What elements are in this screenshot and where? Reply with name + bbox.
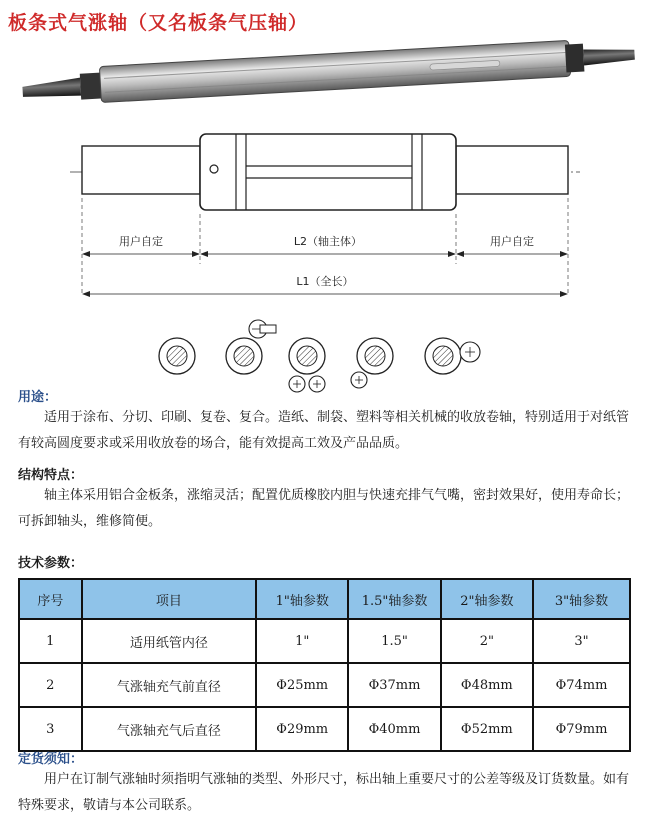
col-header: 1"轴参数 xyxy=(256,579,348,619)
product-photo xyxy=(0,36,651,106)
table-cell: Φ79mm xyxy=(533,707,630,751)
technical-drawing xyxy=(0,112,651,402)
table-cell: Φ40mm xyxy=(348,707,440,751)
order-text: 用户在订制气涨轴时须指明气涨轴的类型、外形尺寸，标出轴上重要尺寸的公差等级及订货数量。如有特殊要求，敬请与本公司联系。 xyxy=(18,772,630,813)
col-header: 2"轴参数 xyxy=(441,579,533,619)
table-cell: Φ25mm xyxy=(256,663,348,707)
col-header: 1.5"轴参数 xyxy=(348,579,440,619)
table-cell: 气涨轴充气后直径 xyxy=(82,707,256,751)
cross-section-5 xyxy=(425,338,480,374)
page-title: 板条式气涨轴（又名板条气压轴） xyxy=(8,12,309,34)
table-cell: 1.5" xyxy=(348,619,440,663)
table-cell: 3" xyxy=(533,619,630,663)
features-paragraph xyxy=(18,483,636,535)
table-row xyxy=(19,663,630,707)
cross-section-4 xyxy=(351,338,393,388)
dim-right-label: 用户自定 xyxy=(490,235,534,248)
table-cell: Φ74mm xyxy=(533,663,630,707)
table-cell: 气涨轴充气前直径 xyxy=(82,663,256,707)
usage-text: 适用于涂布、分切、印刷、复卷、复合。造纸、制袋、塑料等相关机械的收放卷轴，特别适用于对纸管有较高圆度要求或采用收放卷的场合，能有效提高工效及产品品质。 xyxy=(18,410,630,451)
cross-section-1 xyxy=(159,338,195,374)
dim-total-label: L1（全长） xyxy=(296,275,354,288)
table-cell: Φ37mm xyxy=(348,663,440,707)
table-cell: Φ52mm xyxy=(441,707,533,751)
usage-paragraph xyxy=(18,405,636,457)
table-cell: 适用纸管内径 xyxy=(82,619,256,663)
col-header: 3"轴参数 xyxy=(533,579,630,619)
dim-middle-label: L2（轴主体） xyxy=(293,235,363,248)
spec-table xyxy=(18,578,631,752)
table-cell: Φ29mm xyxy=(256,707,348,751)
col-header: 项目 xyxy=(82,579,256,619)
table-row xyxy=(19,619,630,663)
table-cell: 1 xyxy=(19,619,82,663)
table-cell: 2 xyxy=(19,663,82,707)
col-header: 序号 xyxy=(19,579,82,619)
cross-section-3 xyxy=(289,338,325,392)
table-cell: 3 xyxy=(19,707,82,751)
features-text: 轴主体采用铝合金板条，涨缩灵活；配置优质橡胶内胆与快速充排气气嘴，密封效果好，使用寿命长；可拆卸轴头，维修简便。 xyxy=(18,488,630,529)
table-cell: 2" xyxy=(441,619,533,663)
usage-heading: 用途： xyxy=(18,390,58,405)
tech-heading: 技术参数： xyxy=(18,556,84,571)
table-cell: Φ48mm xyxy=(441,663,533,707)
order-paragraph xyxy=(18,767,636,819)
features-heading: 结构特点： xyxy=(18,468,84,483)
spec-header-row xyxy=(19,579,630,619)
dim-left-label: 用户自定 xyxy=(119,235,163,248)
cross-section-2 xyxy=(226,320,276,374)
order-heading: 定货须知： xyxy=(18,752,84,767)
table-cell: 1" xyxy=(256,619,348,663)
table-row xyxy=(19,707,630,751)
